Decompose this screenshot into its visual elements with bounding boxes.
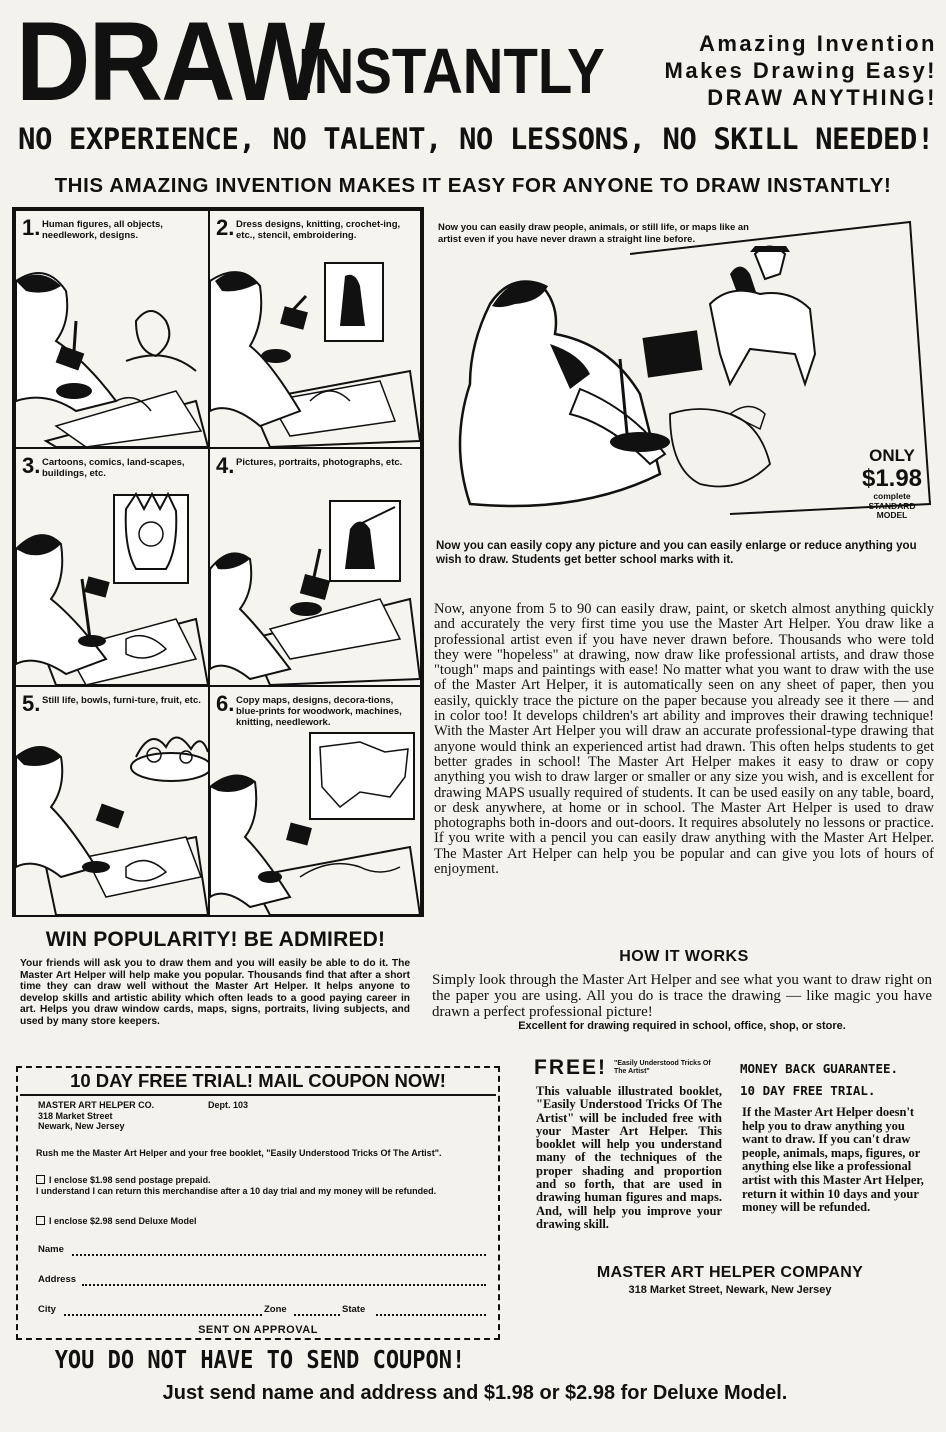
- panel-2: [208, 209, 422, 449]
- city-label: City: [38, 1304, 56, 1315]
- how-it-works-text: Simply look through the Master Art Helper and see what you want to draw right on the paper you are using. All you do is trace the drawing — like magic you have drawn a perfect professional picture!: [432, 972, 932, 1020]
- option-standard-note: I understand I can return this merchandise after a 10 day trial and my money will be refunded.: [36, 1185, 437, 1196]
- panel-number: 2.: [216, 215, 235, 240]
- win-popularity-text: Your friends will ask you to draw them and you will easily be able to do it. The Master Art Helper will help make you popular. Thousands find that after a short time they can draw well without the Master Art Helper. It helps anyone to develop skills and artistic ability which often leads to a good paying career in art. Helps you draw window cards, maps, signs, portraits, living subjects, and used by many store keepers.: [20, 958, 410, 1027]
- order-instructions: Just send name and address and $1.98 or $2.98 for Deluxe Model.: [162, 1382, 788, 1404]
- sent-on-approval: [20, 1324, 496, 1336]
- coupon-street: 318 Market Street: [38, 1110, 113, 1121]
- price-sub-3: MODEL: [876, 510, 908, 520]
- tagline-line-3: DRAW ANYTHING!: [707, 85, 937, 110]
- free-booklet-text: This valuable illustrated booklet, "Easily Understood Tricks Of The Artist" will be included free with your Master Art Helper. This booklet will help you understand many of the techniques of the proper shading and proportion and so forth, that are used in drawing human figures and maps. And, will help you improve your drawing skill.: [536, 1084, 722, 1231]
- option-standard-label: I enclose $1.98 send postage prepaid.: [49, 1175, 211, 1185]
- coupon-option-deluxe[interactable]: [36, 1216, 496, 1227]
- coupon-city: Newark, New Jersey: [38, 1121, 125, 1131]
- coupon-option-standard[interactable]: [36, 1175, 496, 1196]
- hero-caption: Now you can easily draw people, animals, or still life, or maps like an artist even if you have never drawn a straight line before.: [438, 222, 749, 245]
- win-popularity-heading: WIN POPULARITY! BE ADMIRED!: [45, 928, 386, 951]
- tagline-line-2: Makes Drawing Easy!: [664, 58, 937, 83]
- coupon-address: [38, 1100, 338, 1132]
- headline: NO EXPERIENCE, NO TALENT, NO LESSONS, NO SKILL NEEDED!: [18, 122, 934, 156]
- name-field[interactable]: [72, 1254, 486, 1256]
- panel-number: 5.: [22, 691, 41, 716]
- coupon-dept: Dept. 103: [208, 1100, 249, 1110]
- body-paragraph: Now, anyone from 5 to 90 can easily draw, paint, or sketch almost anything quickly and accurately the very first time you use the Master Art Helper. You draw like a professional artist even if you have never drawn before. Thousands who were told they were "hopeless" at drawing, now draw like professional artists, and draw those "tough" maps and paintings with ease! No matter what you want to draw with the use of the Master Art Helper, it is automatically seen on any sheet of paper, then you easily, quickly trace the picture on the paper because you already see it there — and in color too! It develops children's art ability and improves their drawing technique! With the Master Art Helper you will draw an accurate professional-type drawing that anyone would think an experienced artist had drawn. This often helps students to get better grades in school! The Master Art Helper makes it easy to draw or copy anything you wish to draw larger or smaller or any size you wish, and is excellent for drawing MAPS usually required of students. It can be used easily on any table, board, or desk anywhere, at home or in school. The Master Art Helper is used to draw photographs both in-doors and out-doors. It requires absolutely no lessons or practice. If you write with a pencil you can easily draw anything with the Master Art Helper. The Master Art Helper can help you be popular and can give you lots of hours of enjoyment.: [434, 601, 934, 878]
- checkbox-standard[interactable]: [36, 1175, 45, 1184]
- panel-number: 6.: [216, 691, 235, 716]
- copy-note: Now you can easily copy any picture and you can easily enlarge or reduce anything you wish to draw. Students get better school marks with it.: [436, 540, 917, 566]
- coupon-rush-text: Rush me the Master Art Helper and your free booklet, "Easily Understood Tricks Of The Artist".: [36, 1148, 442, 1158]
- guarantee-heading: [740, 1058, 932, 1102]
- address-field[interactable]: [82, 1284, 486, 1286]
- checkbox-deluxe[interactable]: [36, 1216, 45, 1225]
- name-label: Name: [38, 1244, 64, 1255]
- company-name: MASTER ART HELPER COMPANY: [596, 1264, 864, 1281]
- panel-1: [14, 209, 210, 449]
- panel-illustration: [16, 251, 208, 447]
- panel-caption: Human figures, all objects, needlework, designs.: [42, 219, 163, 241]
- guarantee-text: If the Master Art Helper doesn't help you to draw anything you want to draw. If you can't draw people, animals, maps, figures, or anything else like a professional artist with this Master Art Helper, return it within 10 days and your money will be refunded.: [742, 1105, 924, 1215]
- panel-number: 1.: [22, 215, 41, 240]
- guarantee-heading-1: MONEY BACK GUARANTEE.: [740, 1061, 899, 1076]
- coupon-company: MASTER ART HELPER CO.: [38, 1100, 155, 1110]
- price-sub-2: STANDARD: [868, 500, 916, 511]
- price-badge: [852, 446, 932, 521]
- panel-caption: Still life, bowls, furni-ture, fruit, etc.: [42, 695, 201, 706]
- free-heading: FREE!: [534, 1056, 607, 1079]
- panel-caption: Pictures, portraits, photographs, etc.: [236, 457, 403, 468]
- how-it-works-note: Excellent for drawing required in school, office, shop, or store.: [518, 1020, 846, 1032]
- panel-illustration: [210, 251, 420, 447]
- free-booklet-title: "Easily Understood Tricks Of The Artist": [614, 1060, 711, 1075]
- panel-illustration: [16, 727, 208, 915]
- panel-illustration: [210, 727, 420, 915]
- panel-grid: [12, 207, 424, 917]
- panel-5: [14, 685, 210, 917]
- state-label: State: [342, 1304, 366, 1315]
- panel-6: [208, 685, 422, 917]
- option-deluxe-label: I enclose $2.98 send Deluxe Model: [49, 1216, 197, 1226]
- panel-3: [14, 447, 210, 687]
- coupon-heading: 10 DAY FREE TRIAL! MAIL COUPON NOW!: [20, 1068, 496, 1096]
- city-field[interactable]: [64, 1314, 262, 1316]
- price: $1.98: [861, 465, 923, 492]
- panel-caption: Copy maps, designs, decora-tions, blue-prints for woodwork, machines, knitting, needlework.: [236, 695, 402, 728]
- no-coupon-notice: YOU DO NOT HAVE TO SEND COUPON!: [54, 1346, 466, 1375]
- subheadline: THIS AMAZING INVENTION MAKES IT EASY FOR ANYONE TO DRAW INSTANTLY!: [54, 174, 892, 197]
- tagline-line-1: Amazing Invention: [698, 31, 937, 56]
- guarantee-heading-2: 10 DAY FREE TRIAL.: [740, 1083, 876, 1098]
- address-label: Address: [38, 1274, 77, 1285]
- sent-on-approval-text: SENT ON APPROVAL: [194, 1324, 322, 1336]
- price-label: ONLY: [869, 446, 915, 465]
- tagline: [652, 30, 937, 111]
- panel-caption: Cartoons, comics, land-scapes, buildings, etc.: [42, 457, 185, 479]
- company-address: 318 Market Street, Newark, New Jersey: [628, 1284, 832, 1296]
- title-instantly: INSTANTLY: [298, 35, 605, 107]
- panel-illustration: [210, 489, 420, 685]
- panel-number: 3.: [22, 453, 41, 478]
- panel-number: 4.: [216, 453, 235, 478]
- panel-illustration: [16, 489, 208, 685]
- how-it-works-heading: HOW IT WORKS: [619, 948, 749, 965]
- panel-4: [208, 447, 422, 687]
- state-field[interactable]: [376, 1314, 486, 1316]
- title-draw: DRAW: [16, 0, 324, 124]
- panel-caption: Dress designs, knitting, crochet-ing, etc., stencil, embroidering.: [236, 219, 401, 241]
- zone-field[interactable]: [294, 1314, 340, 1316]
- price-sub-1: complete: [873, 491, 911, 501]
- zone-label: Zone: [264, 1304, 287, 1315]
